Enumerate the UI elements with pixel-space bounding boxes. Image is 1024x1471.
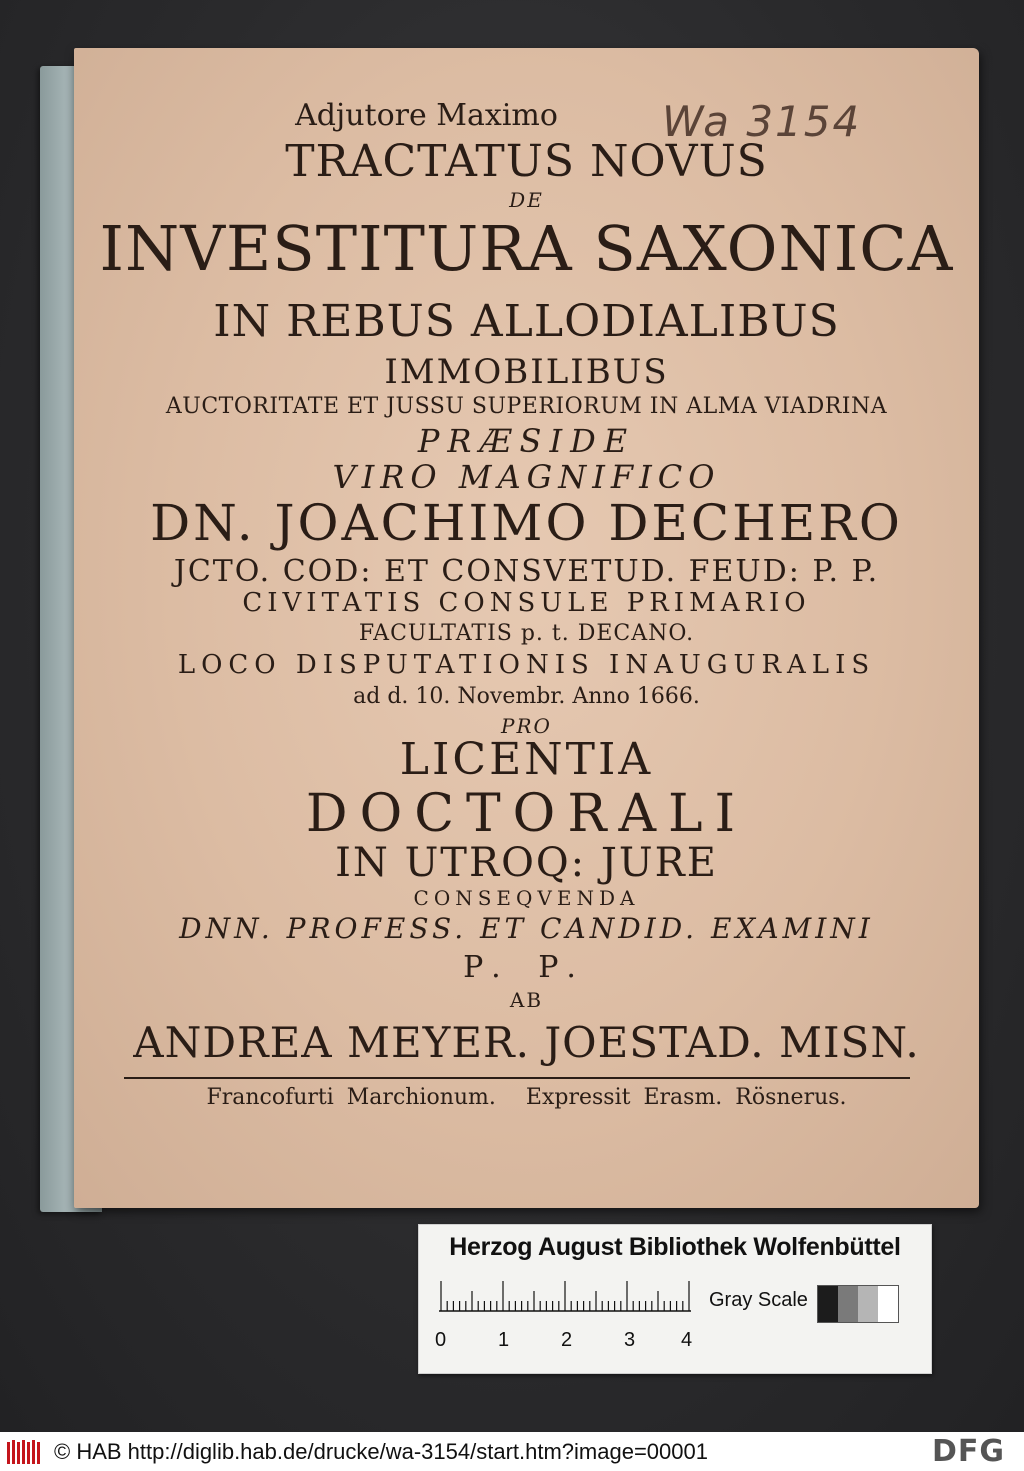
shelfmark-handwritten: Wa 3154 — [662, 97, 862, 146]
main-title: INVESTITURA SAXONICA — [99, 212, 954, 285]
imprint-printer: Expressit Erasm. Rösnerus. — [525, 1085, 847, 1110]
scale-number: 2 — [561, 1329, 573, 1351]
footer-copyright-url: © HAB http://diglib.hab.de/drucke/wa-3154/start.htm?image=00001 — [54, 1439, 708, 1464]
text-line: P. P. — [463, 950, 590, 985]
text-line: VIRO MAGNIFICO — [332, 458, 721, 496]
ruler-scale — [439, 1273, 697, 1313]
praeses-name: DN. JOACHIMO DECHERO — [150, 494, 903, 552]
gray-swatch — [858, 1286, 878, 1322]
hab-logo-icon — [6, 1438, 44, 1466]
text-line: AB — [509, 988, 544, 1012]
text-line: CONSEQVENDA — [413, 886, 640, 910]
gray-swatch — [818, 1286, 838, 1322]
author-name: ANDREA MEYER. JOESTAD. MISN. — [133, 1018, 920, 1067]
text-line: IN UTROQ: JURE — [335, 840, 718, 886]
text-line: JCTO. COD: ET CONSVETUD. FEUD: P. P. — [173, 554, 880, 589]
date-line: ad d. 10. Novembr. Anno 1666. — [353, 684, 700, 709]
gray-swatches — [817, 1285, 899, 1323]
text-line: PRÆSIDE — [417, 422, 636, 460]
text-line: IN REBUS ALLODIALIBUS — [213, 296, 840, 347]
text-line: DNN. PROFESS. ET CANDID. EXAMINI — [179, 912, 874, 945]
gray-swatch — [838, 1286, 858, 1322]
text-line: AUCTORITATE ET JUSSU SUPERIORUM IN ALMA VIADRINA — [165, 394, 888, 419]
scale-number: 1 — [498, 1329, 510, 1351]
text-line: IMMOBILIBUS — [384, 352, 669, 392]
text-line: LOCO DISPUTATIONIS INAUGURALIS — [177, 650, 876, 680]
text-line: DOCTORALI — [305, 784, 748, 844]
text-line: CIVITATIS CONSULE PRIMARIO — [242, 588, 811, 618]
card-title: Herzog August Bibliothek Wolfenbüttel — [449, 1233, 901, 1261]
footer-bar — [0, 1432, 1024, 1471]
dfg-logo: DFG — [932, 1434, 1006, 1469]
text-line: TRACTATUS NOVUS — [285, 136, 768, 187]
color-calibration-card — [418, 1224, 932, 1374]
scale-number: 3 — [624, 1329, 636, 1351]
text-line: DE — [509, 188, 544, 212]
gray-swatch — [878, 1286, 898, 1322]
text-line: Adjutore Maximo — [295, 98, 558, 133]
text-line: PRO — [501, 714, 552, 738]
text-line: FACULTATIS p. t. DECANO. — [358, 621, 695, 646]
scale-number: 0 — [435, 1329, 447, 1351]
imprint-place: Francofurti Marchionum. — [206, 1085, 496, 1110]
gray-scale-label: Gray Scale — [709, 1289, 808, 1311]
imprint — [74, 1085, 979, 1110]
imprint-rule — [124, 1077, 910, 1079]
scale-number: 4 — [681, 1329, 693, 1351]
text-line: LICENTIA — [399, 734, 654, 785]
